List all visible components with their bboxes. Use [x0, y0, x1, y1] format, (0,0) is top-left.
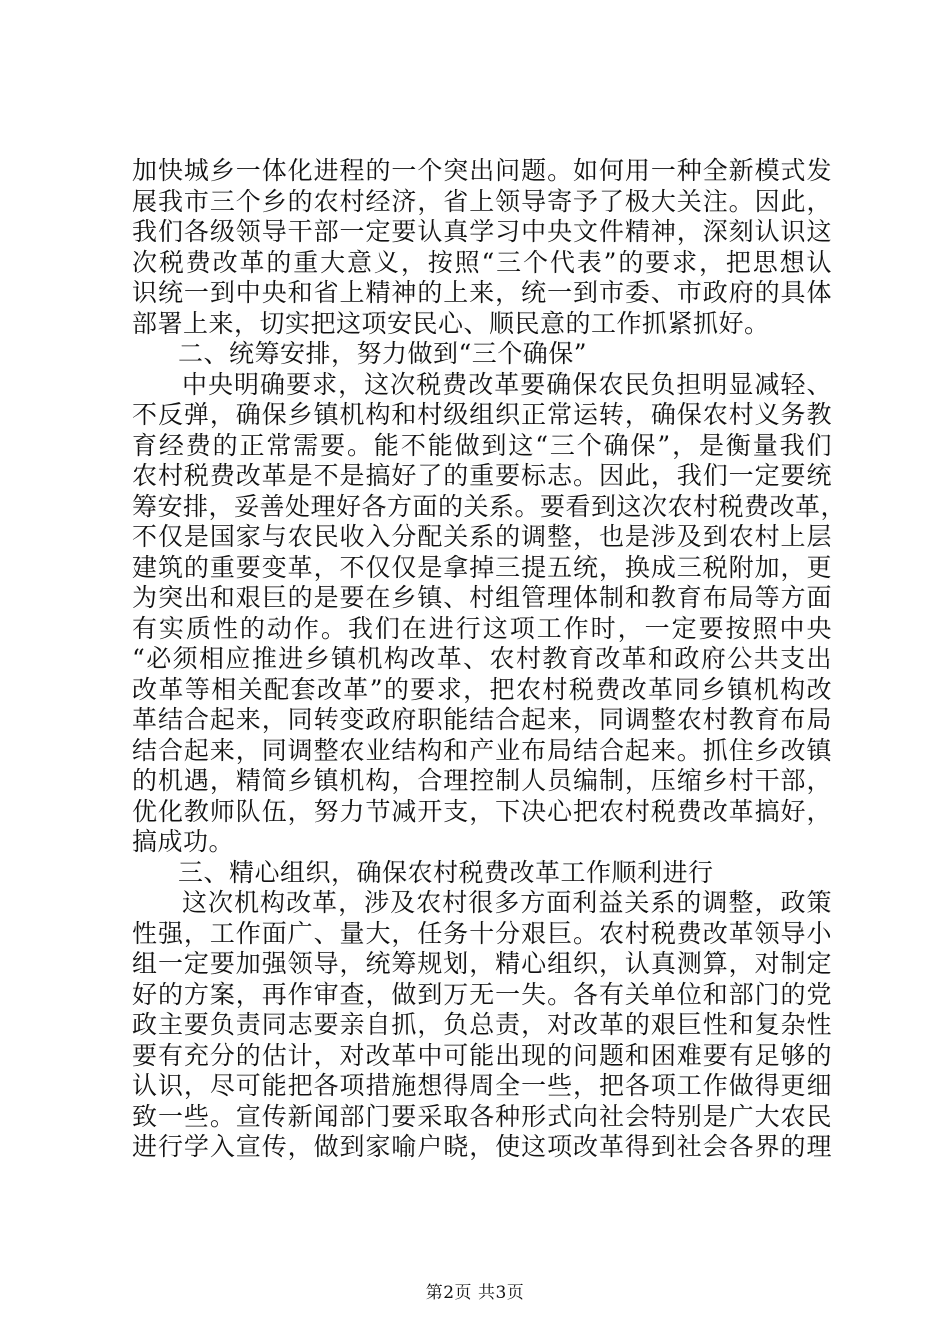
text-line: 要有充分的估计，对改革中可能出现的问题和困难要有足够的: [132, 1040, 832, 1070]
text-line: 展我市三个乡的农村经济，省上领导寄予了极大关注。因此，: [132, 186, 832, 216]
section-heading: 三、精心组织，确保农村税费改革工作顺利进行: [178, 857, 714, 887]
text-line: 政主要负责同志要亲自抓，负总责，对改革的艰巨性和复杂性: [132, 1010, 832, 1039]
text-line: 的机遇，精简乡镇机构，合理控制人员编制，压缩乡村干部，: [132, 766, 832, 795]
section-heading: 二、统筹安排，努力做到“三个确保”: [178, 339, 588, 368]
text-line: 筹安排，妥善处理好各方面的关系。要看到这次农村税费改革，: [132, 491, 847, 521]
text-line: 性强，工作面广、量大，任务十分艰巨。农村税费改革领导小: [132, 918, 832, 948]
text-line: 中央明确要求，这次税费改革要确保农民负担明显减轻、: [182, 369, 832, 399]
text-line: 不仅是国家与农民收入分配关系的调整，也是涉及到农村上层: [132, 522, 832, 551]
text-line: 加快城乡一体化进程的一个突出问题。如何用一种全新模式发: [132, 156, 832, 185]
text-line: 组一定要加强领导，统筹规划，精心组织，认真测算，对制定: [132, 949, 832, 978]
text-line: 有实质性的动作。我们在进行这项工作时，一定要按照中央: [132, 613, 832, 643]
text-line: 建筑的重要变革，不仅仅是拿掉三提五统，换成三税附加，更: [132, 552, 832, 582]
text-line: 我们各级领导干部一定要认真学习中央文件精神，深刻认识这: [132, 217, 832, 246]
text-line: 为突出和艰巨的是要在乡镇、村组管理体制和教育布局等方面: [132, 583, 832, 612]
page-number-footer: 第2页 共3页: [425, 1283, 525, 1303]
text-line: 这次机构改革，涉及农村很多方面利益关系的调整，政策: [182, 888, 832, 917]
text-line: 革结合起来，同转变政府职能结合起来，同调整农村教育布局: [132, 705, 832, 734]
text-line: 结合起来，同调整农业结构和产业布局结合起来。抓住乡改镇: [132, 735, 832, 765]
text-line: 识统一到中央和省上精神的上来，统一到市委、市政府的具体: [132, 278, 832, 307]
text-line: 农村税费改革是不是搞好了的重要标志。因此，我们一定要统: [132, 461, 832, 490]
text-line: 部署上来，切实把这项安民心、顺民意的工作抓紧抓好。: [132, 308, 770, 338]
text-line: 育经费的正常需要。能不能做到这“三个确保”，是衡量我们: [132, 430, 832, 460]
text-line: 好的方案，再作审查，做到万无一失。各有关单位和部门的党: [132, 979, 832, 1009]
text-line: 不反弹，确保乡镇机构和村级组织正常运转，确保农村义务教: [132, 400, 832, 429]
text-line: 进行学入宣传，做到家喻户晓，使这项改革得到社会各界的理: [132, 1132, 832, 1161]
text-line: 搞成功。: [132, 827, 235, 856]
text-line: 优化教师队伍，努力节减开支，下决心把农村税费改革搞好，: [132, 796, 832, 826]
text-line: 致一些。宣传新闻部门要采取各种形式向社会特别是广大农民: [132, 1101, 832, 1131]
body-text: [132, 156, 847, 1163]
text-line: 改革等相关配套改革”的要求，把农村税费改革同乡镇机构改: [132, 674, 832, 704]
text-line: 次税费改革的重大意义，按照“三个代表”的要求，把思想认: [132, 247, 832, 277]
text-line: “必须相应推进乡镇机构改革、农村教育改革和政府公共支出: [132, 644, 832, 673]
text-line: 认识，尽可能把各项措施想得周全一些，把各项工作做得更细: [132, 1071, 832, 1100]
